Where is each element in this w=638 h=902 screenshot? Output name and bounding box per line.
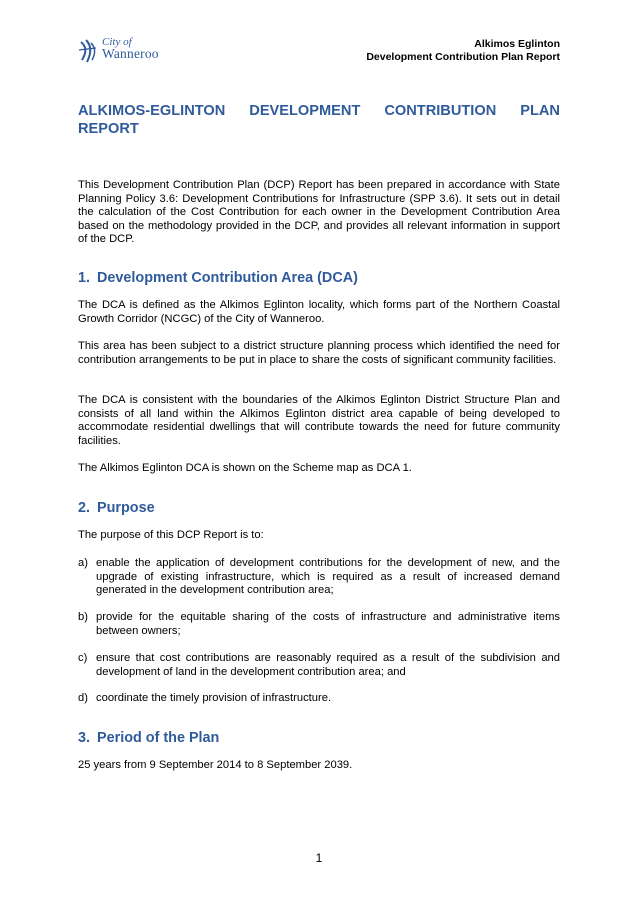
section-number: 3. bbox=[78, 730, 91, 746]
section-2-intro: The purpose of this DCP Report is to: bbox=[78, 529, 264, 541]
city-of-wanneroo-logo bbox=[78, 36, 178, 66]
section-title: Purpose bbox=[97, 500, 155, 516]
section-3-heading bbox=[78, 729, 219, 747]
title-word: CONTRIBUTION bbox=[384, 103, 497, 119]
section-1-heading bbox=[78, 269, 358, 287]
section-1-paragraph-4: The Alkimos Eglinton DCA is shown on the Scheme map as DCA 1. bbox=[78, 462, 412, 474]
section-number: 1. bbox=[78, 270, 91, 286]
logo-city-text: City of bbox=[102, 36, 132, 48]
header-line-2: Development Contribution Plan Report bbox=[366, 51, 560, 63]
section-number: 2. bbox=[78, 500, 91, 516]
title-line-2: REPORT bbox=[78, 121, 139, 137]
running-header bbox=[366, 38, 560, 64]
section-2-heading bbox=[78, 499, 155, 517]
list-text: ensure that cost contributions are reasonably required as a result of the subdivision and development of land in the development contribution area; and bbox=[96, 652, 560, 678]
list-text: coordinate the timely provision of infrastructure. bbox=[96, 692, 332, 704]
logo-name-text: Wanneroo bbox=[102, 46, 159, 61]
list-text: enable the application of development contributions for the development of new, and the upgrade of existing infrastructure, which is required as a result of increased demand generated in the development contribution area; bbox=[96, 557, 560, 597]
city-emblem-icon bbox=[78, 38, 98, 64]
list-marker: d) bbox=[78, 692, 88, 704]
section-3-paragraph: 25 years from 9 September 2014 to 8 September 2039. bbox=[78, 759, 353, 771]
section-title: Development Contribution Area (DCA) bbox=[97, 270, 358, 286]
title-word: PLAN bbox=[520, 103, 560, 119]
section-1-paragraph-1: The DCA is defined as the Alkimos Eglinton locality, which forms part of the Northern Coastal Growth Corridor (NCGC) of the City of Wanneroo. bbox=[78, 299, 560, 325]
section-1-paragraph-2: This area has been subject to a district structure planning process which identified the need for contribution arrangements to be put in place to share the costs of significant community facilities. bbox=[78, 340, 560, 366]
title-word: DEVELOPMENT bbox=[249, 103, 361, 119]
intro-paragraph: This Development Contribution Plan (DCP) Report has been prepared in accordance with State Planning Policy 3.6: Development Contributions for Infrastructure (SPP 3.6). It sets out in detail the calculation of the Cost Contribution for each owner in the Development Contribution Area based on the methodology provided in the DCP, and provides all relevant information in support of the DCP. bbox=[78, 179, 560, 246]
header-line-1: Alkimos Eglinton bbox=[474, 38, 560, 50]
section-1-paragraph-3: The DCA is consistent with the boundaries of the Alkimos Eglinton District Structure Plan and consists of all land within the Alkimos Eglinton district area capable of being developed to accommodate residential dwellings that will contribute towards the need for future community facilities. bbox=[78, 394, 560, 447]
list-marker: b) bbox=[78, 611, 88, 623]
title-word: ALKIMOS-EGLINTON bbox=[78, 103, 226, 119]
list-text: provide for the equitable sharing of the costs of infrastructure and administrative items between owners; bbox=[96, 611, 560, 637]
section-title: Period of the Plan bbox=[97, 730, 220, 746]
page-number: 1 bbox=[315, 851, 323, 865]
title-line-1 bbox=[78, 102, 560, 120]
list-marker: c) bbox=[78, 652, 88, 664]
list-marker: a) bbox=[78, 557, 88, 569]
document-title bbox=[78, 102, 560, 138]
